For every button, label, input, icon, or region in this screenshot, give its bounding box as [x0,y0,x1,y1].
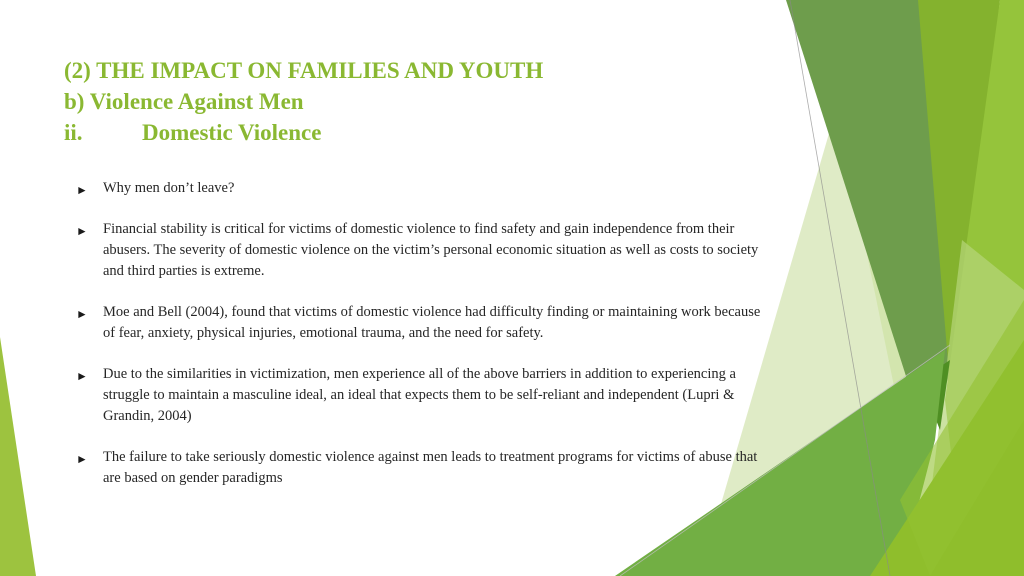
bullet-text: Why men don’t leave? [103,180,235,196]
title-line-3 [64,117,684,148]
bullet-text: Financial stability is critical for victims of domestic violence to find safety and gain independence from their abusers. The severity of domestic violence on the victim’s personal economic situation as well as costs to society and third parties is extreme. [103,221,759,279]
title-line-3-number: ii. [64,120,83,145]
bullet-text: Due to the similarities in victimization, men experience all of the above barriers in addition to experiencing a struggle to maintain a masculine ideal, an ideal that expects them to be self-reliant and independent (Lupri & Grandin, 2004) [103,366,736,424]
bullet-text: Moe and Bell (2004), found that victims of domestic violence had difficulty finding or maintaining work because of fear, anxiety, physical injuries, emotional trauma, and the need for safety. [103,304,761,341]
left-edge-facet [0,337,36,576]
bullet-item [76,219,766,282]
triangle-right-icon: ► [76,452,88,466]
bullet-item [76,447,766,489]
title-line-1-text: (2) THE IMPACT ON FAMILIES AND YOUTH [64,58,544,83]
slide-title [64,55,684,148]
bullet-text: The failure to take seriously domestic violence against men leads to treatment programs for victims of abuse that are based on gender paradigms [103,449,758,486]
title-line-2 [64,86,684,117]
triangle-right-icon: ► [76,369,88,383]
triangle-right-icon: ► [76,224,88,238]
bullet-item [76,178,766,199]
title-line-3-text: Domestic Violence [142,120,322,145]
bullet-item [76,302,766,344]
bullet-list [76,178,766,509]
bullet-item [76,364,766,427]
title-line-1 [64,55,684,86]
triangle-right-icon: ► [76,183,88,197]
title-line-2-text: b) Violence Against Men [64,89,304,114]
triangle-right-icon: ► [76,307,88,321]
